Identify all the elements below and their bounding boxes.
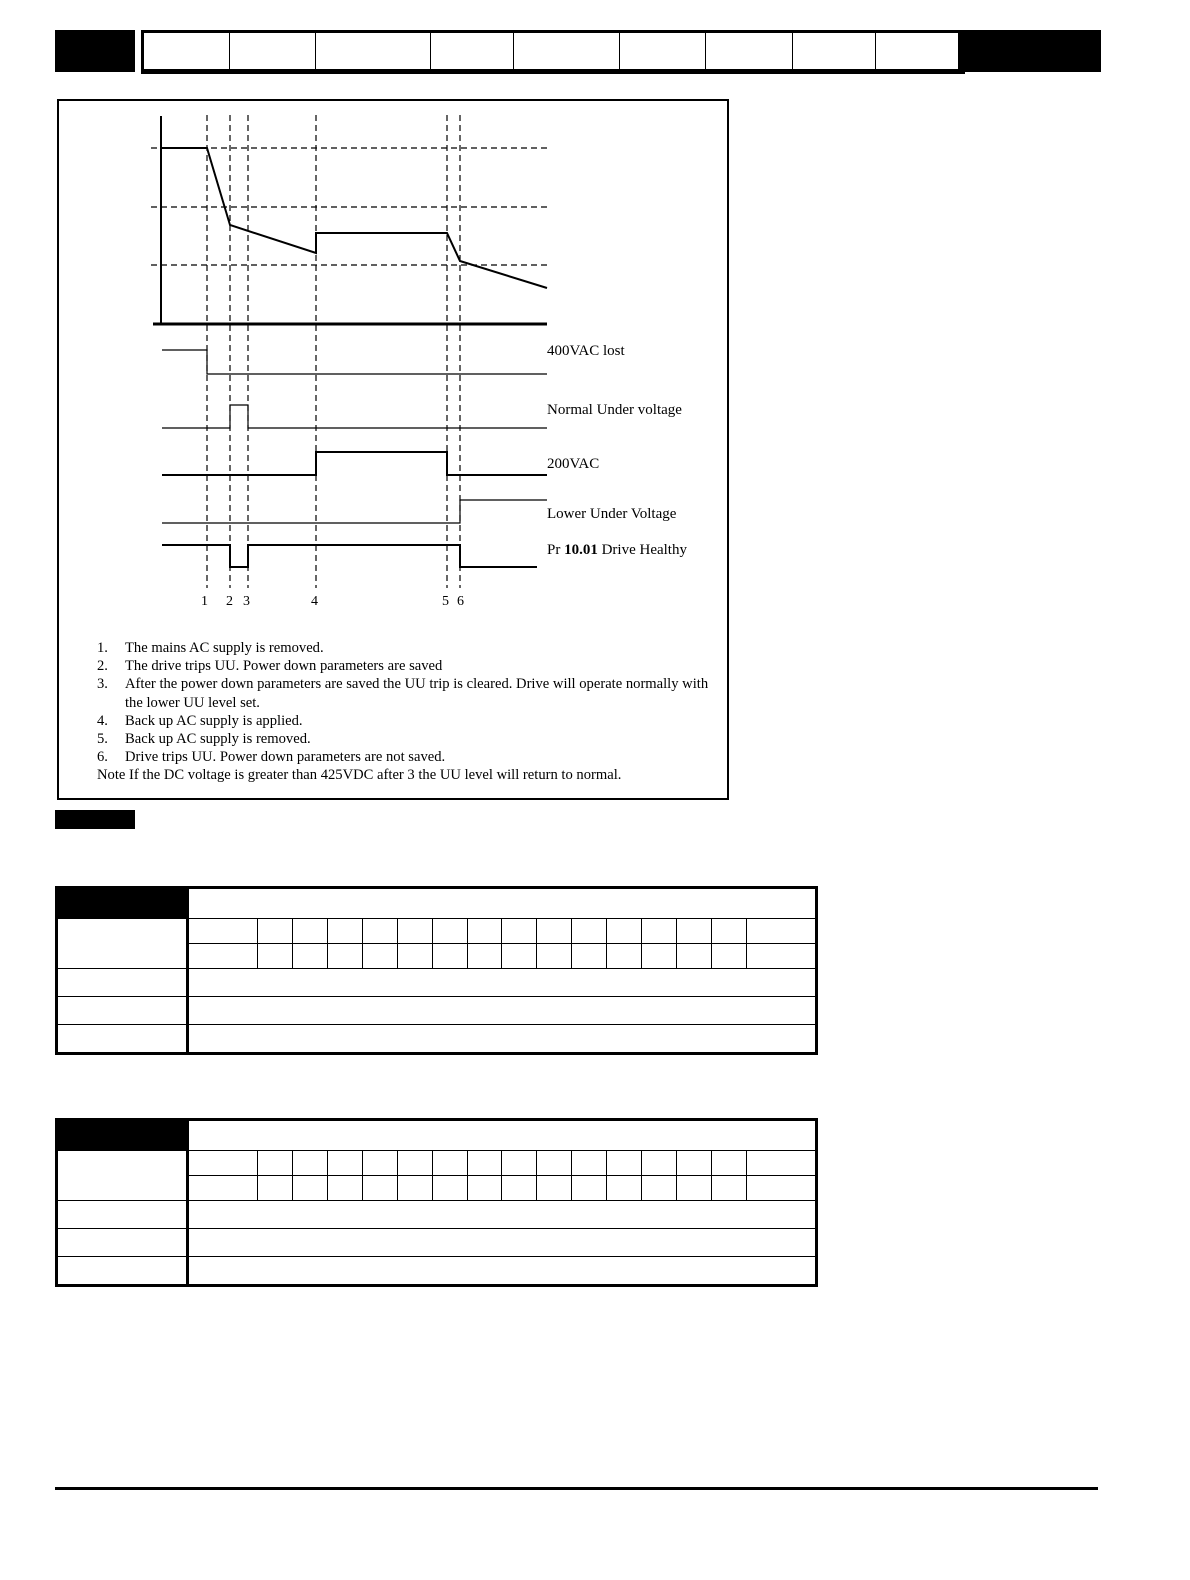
- parameter-number-cell: [57, 1120, 188, 1151]
- drive-healthy-parameter: 10.01: [564, 542, 598, 558]
- note-text: After the power down parameters are saved the UU trip is cleared. Drive will operate normally with the lower UU level set.: [125, 676, 709, 711]
- header-tab[interactable]: [706, 33, 793, 69]
- note-number: 5.: [97, 731, 108, 748]
- dc-bus-voltage-trace: [161, 148, 547, 288]
- point-label: 4: [311, 594, 318, 609]
- header-tab[interactable]: [620, 33, 706, 69]
- note-text: The drive trips UU. Power down parameters are saved: [125, 658, 443, 675]
- notes-list: [97, 639, 717, 766]
- label-400vac-lost: 400VAC lost: [547, 343, 625, 359]
- table-header-row: [57, 888, 817, 919]
- parameter-number-cell: [57, 888, 188, 919]
- note-text: Back up AC supply is removed.: [125, 731, 311, 748]
- point-label: 6: [457, 594, 464, 609]
- note-item: [97, 639, 717, 657]
- header-block-right: [958, 30, 1101, 72]
- header-tab[interactable]: [316, 33, 431, 69]
- note-number: 3.: [97, 676, 108, 693]
- note-number: 6.: [97, 749, 108, 766]
- figure-tag: [55, 810, 135, 829]
- table-row: [57, 1257, 817, 1286]
- threshold-lines: [151, 148, 547, 265]
- header-tab[interactable]: [144, 33, 230, 69]
- parameter-name-cell: [188, 888, 817, 919]
- note-number: 2.: [97, 658, 108, 675]
- figure-notes: [97, 639, 717, 785]
- label-lower-under-voltage: Lower Under Voltage: [547, 506, 677, 522]
- trace-200vac: [162, 452, 547, 475]
- label-normal-under-voltage: Normal Under voltage: [547, 402, 682, 418]
- table-row: [57, 997, 817, 1025]
- point-label: 2: [226, 594, 233, 609]
- label-200vac: 200VAC: [547, 456, 600, 472]
- note-number: 1.: [97, 640, 108, 656]
- drive-healthy-prefix: Pr: [547, 542, 565, 558]
- header-tab[interactable]: [230, 33, 316, 69]
- time-markers: [207, 115, 460, 588]
- note-number: 4.: [97, 712, 108, 729]
- header-tab-strip: [141, 30, 965, 74]
- coding-row: [57, 919, 817, 944]
- timing-diagram: [57, 99, 729, 800]
- footer-rule: [55, 1487, 1098, 1490]
- trace-normal-under-voltage: [162, 405, 547, 428]
- note-item: [97, 657, 717, 675]
- note-text: Back up AC supply is applied.: [125, 712, 303, 729]
- header-tab[interactable]: [793, 33, 876, 69]
- note-text: Drive trips UU. Power down parameters are not saved.: [125, 749, 446, 766]
- note-item: [97, 675, 717, 711]
- label-drive-healthy: [547, 542, 687, 559]
- trace-lower-under-voltage: [162, 500, 547, 523]
- header-block-left: [55, 30, 135, 72]
- table-row: [57, 1025, 817, 1054]
- parameter-name-cell: [188, 1120, 817, 1151]
- note-text: The mains AC supply is removed.: [125, 640, 324, 656]
- point-label: 3: [243, 594, 250, 609]
- header-tab[interactable]: [876, 33, 962, 69]
- drive-healthy-suffix: Drive Healthy: [597, 542, 687, 558]
- point-label: 1: [201, 594, 208, 609]
- table-header-row: [57, 1120, 817, 1151]
- note-item: [97, 748, 717, 766]
- table-row: [57, 969, 817, 997]
- coding-row: [57, 1151, 817, 1176]
- trace-400vac-lost: [162, 350, 547, 374]
- table-row: [57, 1229, 817, 1257]
- header-tab[interactable]: [431, 33, 514, 69]
- note-item: [97, 730, 717, 748]
- parameter-table-2: [55, 1118, 818, 1287]
- trace-drive-healthy: [162, 545, 537, 567]
- table-row: [57, 1201, 817, 1229]
- coding-label-cell: [57, 919, 188, 969]
- figure-footnote: Note If the DC voltage is greater than 425VDC after 3 the UU level will return to normal.: [97, 767, 622, 784]
- note-item: [97, 712, 717, 730]
- parameter-table-1: [55, 886, 818, 1055]
- header-tab[interactable]: [514, 33, 620, 69]
- coding-label-cell: [57, 1151, 188, 1201]
- point-label: 5: [442, 594, 449, 609]
